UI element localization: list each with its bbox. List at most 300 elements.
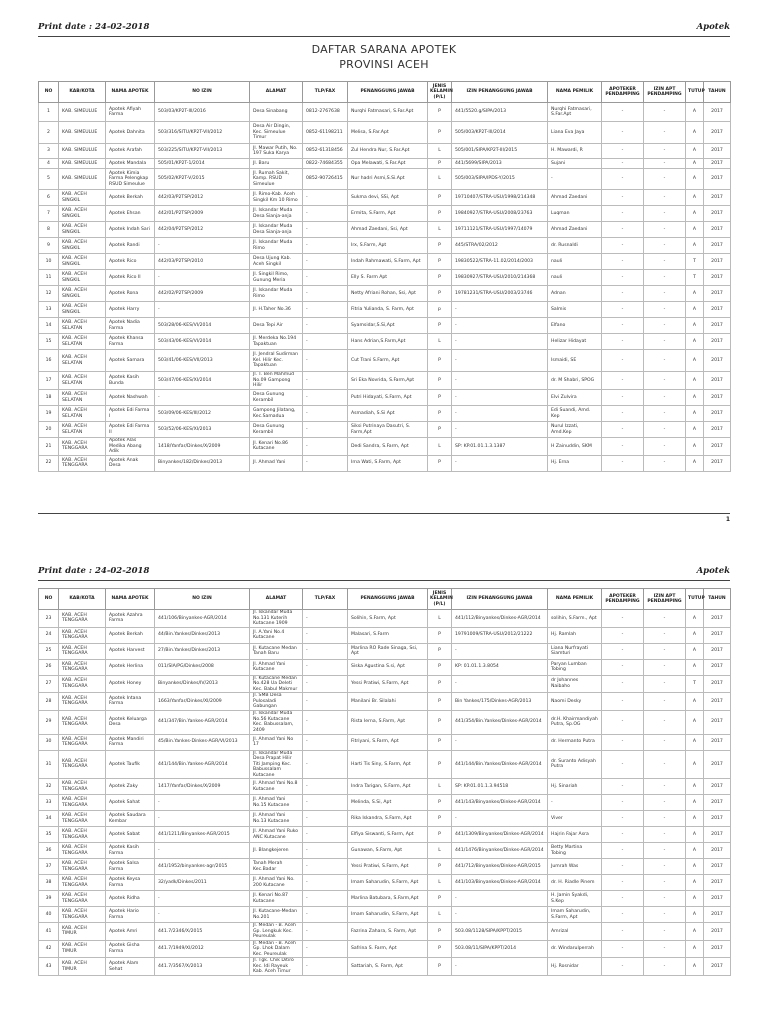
table-cell: 1 xyxy=(39,103,59,122)
table-cell: Apotek Harry xyxy=(106,302,155,318)
table-cell: - xyxy=(644,779,686,795)
table-row xyxy=(39,693,731,711)
document-title: DAFTAR SARANA APOTEK xyxy=(311,43,457,56)
table-cell: 15 xyxy=(39,334,59,350)
table-cell: Jl. Ahmad Yani No.8 Kutacane xyxy=(250,779,303,795)
table-cell: 17 xyxy=(39,372,59,390)
table-cell: Apotek Intana Farma xyxy=(106,693,155,711)
table-cell: 505/003/KP2T-III/2014 xyxy=(452,122,548,144)
table-cell: A xyxy=(686,144,704,159)
table-cell: 12 xyxy=(39,286,59,302)
table-cell: 2017 xyxy=(704,190,731,206)
table-cell: L xyxy=(428,222,452,238)
table-cell: Zul Hendra Nur, S.Far.Apt xyxy=(348,144,428,159)
table-row xyxy=(39,958,731,976)
table-cell: Sri Eka Novrida, S.Farm,Apt xyxy=(348,372,428,390)
table-cell: - xyxy=(303,334,348,350)
table-cell: P xyxy=(428,103,452,122)
table-cell: - xyxy=(548,795,602,811)
table-cell: - xyxy=(644,238,686,254)
table-cell: Amrizal xyxy=(548,923,602,941)
table-cell: 2017 xyxy=(704,254,731,270)
table-cell: - xyxy=(644,795,686,811)
table-cell: 2017 xyxy=(704,811,731,827)
table-cell: - xyxy=(644,169,686,190)
table-cell: KAB. ACEH TENGGARA xyxy=(59,438,106,456)
table-cell: Ahmad Zaedani xyxy=(548,222,602,238)
table-cell: Naomi Desky xyxy=(548,693,602,711)
table-cell: KAB. ACEH SELATAN xyxy=(59,334,106,350)
table-cell: 1417/Yanfar/Dinkes/X/2009 xyxy=(155,779,250,795)
table-cell: - xyxy=(602,693,644,711)
table-cell: - xyxy=(452,422,548,438)
table-cell: - xyxy=(644,958,686,976)
column-header: JENIS KELAMIN (P/L) xyxy=(428,589,452,610)
table-cell: - xyxy=(303,238,348,254)
column-header: TAHUN xyxy=(704,589,731,610)
table-cell: 2017 xyxy=(704,907,731,923)
column-header: TAHUN xyxy=(704,82,731,103)
table-cell: 44/Bin.Yankes/Dinkes/2013 xyxy=(155,627,250,643)
table-cell: - xyxy=(644,206,686,222)
table-cell: - xyxy=(155,302,250,318)
table-cell: A xyxy=(686,103,704,122)
table-cell: Apotek Randi xyxy=(106,238,155,254)
table-row xyxy=(39,627,731,643)
table-cell: Ermita, S.Farm, Apt xyxy=(348,206,428,222)
table-cell: 2017 xyxy=(704,859,731,875)
table-cell: - xyxy=(644,750,686,779)
table-cell: 2017 xyxy=(704,455,731,471)
table-cell: 2017 xyxy=(704,734,731,750)
table-cell: Imam Saharudin, S.Farm, Apt xyxy=(348,907,428,923)
table-cell: Hans Adrian,S.Farm,Apt xyxy=(348,334,428,350)
table-cell: KAB. ACEH TENGGARA xyxy=(59,811,106,827)
table-cell: 19711121/STRA-USU/1997/14079 xyxy=(452,222,548,238)
table-cell: A xyxy=(686,659,704,675)
table-cell: 2017 xyxy=(704,827,731,843)
table-cell: Binyankes/182/Dinkes/2013 xyxy=(155,455,250,471)
table-cell: KAB. ACEH SINGKIL xyxy=(59,238,106,254)
table-cell: Desa Gunung Kerambil xyxy=(250,422,303,438)
table-cell: 441/143/Binyankes/Dinkes-AGR/2014 xyxy=(452,795,548,811)
table-cell: - xyxy=(303,627,348,643)
table-cell: - xyxy=(644,144,686,159)
table-cell: - xyxy=(602,811,644,827)
table-cell: Jl. Mawar Putih, No. 197 Suka Karya xyxy=(250,144,303,159)
table-cell: A xyxy=(686,779,704,795)
table-cell: Apotek Saudara Kembar xyxy=(106,811,155,827)
table-cell: - xyxy=(602,659,644,675)
table-row xyxy=(39,302,731,318)
table-cell: Rika Iskandra, S.Farm, Apt xyxy=(348,811,428,827)
page-gap xyxy=(0,540,768,560)
table-cell: - xyxy=(644,438,686,456)
table-cell: 2017 xyxy=(704,422,731,438)
table-cell: Desa Tepi Air xyxy=(250,318,303,334)
table-cell: 2017 xyxy=(704,779,731,795)
table-cell: Jl. Medan - B. Aceh Gp. Lengkuk Kec. Peureulak xyxy=(250,923,303,941)
table-cell: Jl. Merdeka No.194 Tapaktuan xyxy=(250,334,303,350)
table-cell: P xyxy=(428,923,452,941)
table-cell: A xyxy=(686,206,704,222)
column-header: PENANGGUNG JAWAB xyxy=(348,82,428,103)
table-cell: 16 xyxy=(39,350,59,372)
table-cell: 31 xyxy=(39,750,59,779)
table-cell: - xyxy=(155,907,250,923)
table-cell: Elly S. Farm Apt xyxy=(348,270,428,286)
table-cell: Jl. Ahmad Yani No 17 xyxy=(250,734,303,750)
table-cell: 441.7/3567/X/2013 xyxy=(155,958,250,976)
table-cell: Fitriyani, S.Farm, Apt xyxy=(348,734,428,750)
table-cell: Harti Tis Siny, S.Farm, Apt xyxy=(348,750,428,779)
table-cell: - xyxy=(644,710,686,734)
table-cell: Apotek Mandiri Farma xyxy=(106,734,155,750)
table-cell: A xyxy=(686,286,704,302)
table-cell: KAB. ACEH TIMUR xyxy=(59,940,106,958)
table-cell: 32/yadk/Dinkes/2011 xyxy=(155,875,250,891)
table-cell: A xyxy=(686,372,704,390)
table-row xyxy=(39,710,731,734)
table-cell: 2017 xyxy=(704,750,731,779)
table-cell: Jl. Ahmad Yani Ruko ANC Kutacane xyxy=(250,827,303,843)
table-cell: P xyxy=(428,350,452,372)
table-cell: Marlina Batubara, S.Farm,Apt xyxy=(348,891,428,907)
table-cell: Yessi Pratiwi, S.Farm, Apt xyxy=(348,859,428,875)
table-cell: - xyxy=(644,159,686,169)
table-row xyxy=(39,750,731,779)
apotek-table-page-2 xyxy=(38,588,731,976)
table-cell: KAB. ACEH SELATAN xyxy=(59,350,106,372)
header-brand: Apotek xyxy=(696,566,730,576)
table-cell: Apotek Rona xyxy=(106,286,155,302)
table-row xyxy=(39,643,731,659)
table-cell: - xyxy=(644,318,686,334)
table-cell: KAB. ACEH TENGGARA xyxy=(59,859,106,875)
table-cell: dr. M Shabri, SPOG xyxy=(548,372,602,390)
table-cell: - xyxy=(155,891,250,907)
table-cell: KAB. ACEH TENGGARA xyxy=(59,627,106,643)
table-cell: Apotek Amri xyxy=(106,923,155,941)
table-cell: 011/SIA/PG/Dinkes/2008 xyxy=(155,659,250,675)
table-cell: Irx, S.Farm, Apt xyxy=(348,238,428,254)
table-cell: - xyxy=(644,891,686,907)
column-header: IZIN PENANGGUNG JAWAB xyxy=(452,82,548,103)
table-cell: Jl. Iskandar Muda No.56 Kutacane Kec. Babussalam, 2409 xyxy=(250,710,303,734)
table-cell: A xyxy=(686,859,704,875)
table-cell: - xyxy=(303,958,348,976)
table-cell: 441/144/Bin.Yankes-AGR/2014 xyxy=(155,750,250,779)
table-cell: Jl. Kutacane Medan Tanah Baru xyxy=(250,643,303,659)
table-cell: Jl. Ahmad Yani Kutacane xyxy=(250,659,303,675)
table-cell: SP: KP.01.01.1.3.1387 xyxy=(452,438,548,456)
table-cell: 2017 xyxy=(704,169,731,190)
table-cell: Jl. Tgk. Chik Ditiro Kec. Idi Rayeuk Kab. Aceh Timur xyxy=(250,958,303,976)
table-cell: 24 xyxy=(39,627,59,643)
table-cell: Desa Air Dingin, Kec. Simeulue Timur xyxy=(250,122,303,144)
table-cell: KAB. ACEH TENGGARA xyxy=(59,827,106,843)
table-cell: - xyxy=(602,675,644,693)
table-cell: A xyxy=(686,940,704,958)
table-cell: 441/5699/SIPA/2013 xyxy=(452,159,548,169)
table-cell: Jl. Kutacane Medan No.428 Ua Deleti Kec. Babul Makmur xyxy=(250,675,303,693)
table-cell: 445/STRA/02/2012 xyxy=(452,238,548,254)
table-cell: Ahmad Zaedani xyxy=(548,190,602,206)
table-cell: KAB. ACEH SINGKIL xyxy=(59,206,106,222)
table-cell: Asmadiah, S.Si Apt xyxy=(348,406,428,422)
table-row xyxy=(39,455,731,471)
column-header: APOTEKER PENDAMPING xyxy=(602,589,644,610)
table-cell: Jl. Kutacane-Medan No.201 xyxy=(250,907,303,923)
table-cell: A xyxy=(686,190,704,206)
table-cell: Opa Melawati, S.Far.Apt xyxy=(348,159,428,169)
table-cell: 2017 xyxy=(704,318,731,334)
table-cell: 505/02/KP2T-V/2015 xyxy=(155,169,250,190)
table-cell: Elvi Zulvira xyxy=(548,390,602,406)
table-cell: P xyxy=(428,455,452,471)
table-cell: P xyxy=(428,190,452,206)
table-cell: 441/1476/Binyankes/Dinkes-AGR/2014 xyxy=(452,843,548,859)
table-cell: KAB. ACEH TENGGARA xyxy=(59,675,106,693)
table-cell: p xyxy=(428,302,452,318)
table-cell: - xyxy=(303,302,348,318)
table-cell: - xyxy=(644,103,686,122)
table-cell: 19781231/STRA-USU/2003/23746 xyxy=(452,286,548,302)
table-cell: - xyxy=(644,627,686,643)
table-cell: - xyxy=(452,811,548,827)
table-cell: - xyxy=(644,455,686,471)
table-cell: 8 xyxy=(39,222,59,238)
table-cell: KAB. ACEH TENGGARA xyxy=(59,643,106,659)
table-cell: - xyxy=(644,693,686,711)
table-cell: Apotek Edi Farma I xyxy=(106,406,155,422)
table-cell: 19840927/STRA-USU/2008/23763 xyxy=(452,206,548,222)
table-cell: Jl. SMB Desa Pulosaladi Gabungan xyxy=(250,693,303,711)
table-cell: - xyxy=(602,734,644,750)
table-cell: 35 xyxy=(39,827,59,843)
table-cell: - xyxy=(303,940,348,958)
column-header: IZIN APT PENDAMPING xyxy=(644,589,686,610)
table-cell: 2017 xyxy=(704,286,731,302)
table-cell: L xyxy=(428,875,452,891)
table-cell: 503/43/06-KES/VI/2014 xyxy=(155,334,250,350)
table-row xyxy=(39,859,731,875)
print-date: Print date : 24-02-2018 xyxy=(38,566,150,576)
table-cell: Apotek Nadia Farma xyxy=(106,318,155,334)
table-cell: Paryan Lumban Tobing xyxy=(548,659,602,675)
table-cell: P xyxy=(428,859,452,875)
table-cell: Apotek Rico xyxy=(106,254,155,270)
table-cell: 0852-61198211 xyxy=(303,122,348,144)
table-cell: 19791009/STRA-USU/2012/21222 xyxy=(452,627,548,643)
table-cell: - xyxy=(303,350,348,372)
table-cell: 18 xyxy=(39,390,59,406)
table-cell: P xyxy=(428,827,452,843)
table-cell: - xyxy=(303,390,348,406)
table-cell: - xyxy=(452,907,548,923)
table-cell: 2017 xyxy=(704,693,731,711)
table-cell: Marlina RO Rade Sinaga, Ssi, Apt xyxy=(348,643,428,659)
table-cell: - xyxy=(644,390,686,406)
table-cell: 2017 xyxy=(704,222,731,238)
table-cell: dr.H. Khairmandiyah Putra, Sp.OG xyxy=(548,710,602,734)
table-cell: Apotek Kimia Farma Pelengkap RSUD Simeulue xyxy=(106,169,155,190)
table-cell: Nurqhi Fatmasari, S.Far.Apt xyxy=(548,103,602,122)
table-cell: Jl. Medan - B. Aceh Gp. Lhok Dalam Kec. Peureulak xyxy=(250,940,303,958)
table-cell: KAB. SIMEULUE xyxy=(59,159,106,169)
table-cell: L xyxy=(428,843,452,859)
table-row xyxy=(39,843,731,859)
table-cell: 29 xyxy=(39,710,59,734)
table-cell: - xyxy=(452,406,548,422)
table-cell: - xyxy=(644,302,686,318)
table-cell: Fitria Yulianda, S. Farm, Apt xyxy=(348,302,428,318)
table-cell: 2017 xyxy=(704,350,731,372)
table-cell: Apotek Hario Farma xyxy=(106,907,155,923)
table-cell: - xyxy=(644,675,686,693)
table-cell: KP: 01.01.1.3.8054 xyxy=(452,659,548,675)
table-cell: A xyxy=(686,302,704,318)
table-cell: 2017 xyxy=(704,390,731,406)
table-cell: P xyxy=(428,891,452,907)
table-cell: A xyxy=(686,169,704,190)
column-header: TUTUP xyxy=(686,589,704,610)
table-cell: - xyxy=(602,795,644,811)
table-cell: Apotek Rico II xyxy=(106,270,155,286)
table-cell: - xyxy=(602,843,644,859)
table-cell: KAB. ACEH TENGGARA xyxy=(59,710,106,734)
table-cell: - xyxy=(303,318,348,334)
table-cell: 42 xyxy=(39,940,59,958)
table-row xyxy=(39,891,731,907)
table-cell: KAB. ACEH TENGGARA xyxy=(59,875,106,891)
table-cell: P xyxy=(428,659,452,675)
table-cell: Edi Suandi, Amd. Kep xyxy=(548,406,602,422)
table-cell: Apotek Herlina xyxy=(106,659,155,675)
table-cell: Salmis xyxy=(548,302,602,318)
table-row xyxy=(39,372,731,390)
table-cell: L xyxy=(428,438,452,456)
table-cell: - xyxy=(155,390,250,406)
table-cell: Adnan xyxy=(548,286,602,302)
table-cell: Putri Hidayati, S.Farm, Apt xyxy=(348,390,428,406)
table-cell: KAB. ACEH SELATAN xyxy=(59,318,106,334)
table-cell: - xyxy=(452,302,548,318)
table-cell: A xyxy=(686,334,704,350)
table-cell: 1663/Yanfar/Dinkes/XI/2009 xyxy=(155,693,250,711)
column-header: NO xyxy=(39,589,59,610)
table-cell: 441/354/Bin.Yankes/Dinkes-AGR/2014 xyxy=(452,710,548,734)
table-cell: 505/003/SIPA/IPDS-Y/2015 xyxy=(452,169,548,190)
table-cell: L xyxy=(428,334,452,350)
column-header: KAB/KOTA xyxy=(59,589,106,610)
table-cell: P xyxy=(428,643,452,659)
table-cell: Imam Saharudin, S.Farm, Apt xyxy=(548,907,602,923)
table-cell: 22 xyxy=(39,455,59,471)
table-cell: 10 xyxy=(39,254,59,270)
table-cell: KAB. ACEH TENGGARA xyxy=(59,750,106,779)
table-cell: - xyxy=(602,438,644,456)
table-cell: 2017 xyxy=(704,710,731,734)
table-cell: - xyxy=(303,643,348,659)
table-cell: - xyxy=(602,710,644,734)
column-header: PENANGGUNG JAWAB xyxy=(348,589,428,610)
table-cell: Apotek Nashwah xyxy=(106,390,155,406)
table-cell: P xyxy=(428,675,452,693)
table-cell: Apotek Indah Sari xyxy=(106,222,155,238)
table-cell: P xyxy=(428,958,452,976)
page-number: 1 xyxy=(38,513,730,523)
table-cell: P xyxy=(428,795,452,811)
table-cell: 442/02/P2TSP/2009 xyxy=(155,286,250,302)
table-cell: - xyxy=(155,270,250,286)
table-cell: KAB. SIMEULUE xyxy=(59,169,106,190)
table-cell: - xyxy=(303,811,348,827)
table-cell: Apotek Edi Farma II xyxy=(106,422,155,438)
table-cell: - xyxy=(303,286,348,302)
table-cell: 14 xyxy=(39,318,59,334)
table-cell: 441.7/1949/XI/2012 xyxy=(155,940,250,958)
column-header: JENIS KELAMIN (P/L) xyxy=(428,82,452,103)
table-cell: P xyxy=(428,372,452,390)
table-cell: - xyxy=(644,122,686,144)
table-row xyxy=(39,254,731,270)
table-cell: - xyxy=(602,159,644,169)
table-cell: Apotek Ehsan xyxy=(106,206,155,222)
table-cell: P xyxy=(428,390,452,406)
table-cell: - xyxy=(602,169,644,190)
table-cell: 2017 xyxy=(704,610,731,628)
table-cell: 2017 xyxy=(704,923,731,941)
table-cell: 9 xyxy=(39,238,59,254)
table-cell: - xyxy=(602,940,644,958)
table-cell: A xyxy=(686,318,704,334)
table-cell: P xyxy=(428,159,452,169)
table-cell: 2017 xyxy=(704,159,731,169)
table-cell: - xyxy=(644,659,686,675)
table-cell: - xyxy=(602,286,644,302)
table-cell: Indah Rahmawati, S.Farm, Apt xyxy=(348,254,428,270)
table-cell: 41 xyxy=(39,923,59,941)
table-cell: Jl. Kenari No.86 Kutacane xyxy=(250,438,303,456)
table-cell: - xyxy=(602,643,644,659)
table-cell: - xyxy=(602,859,644,875)
table-cell: P xyxy=(428,122,452,144)
table-cell: A xyxy=(686,811,704,827)
table-cell: KAB. ACEH SELATAN xyxy=(59,422,106,438)
table-cell: Sujani xyxy=(548,159,602,169)
table-cell: 503/41/06-KES/VII/2013 xyxy=(155,350,250,372)
table-cell: dr. Suranto Adisyah Putra xyxy=(548,750,602,779)
table-cell: P xyxy=(428,734,452,750)
table-cell: P xyxy=(428,940,452,958)
table-cell: - xyxy=(452,334,548,350)
table-cell: - xyxy=(303,254,348,270)
table-cell: Apotek Keluarga Desa xyxy=(106,710,155,734)
table-cell: 2 xyxy=(39,122,59,144)
table-cell: P xyxy=(428,406,452,422)
table-cell: Jl. Rimo-Kab. Aceh Singkil Km 10 Rimo xyxy=(250,190,303,206)
table-cell: 442/03/P2TSP/2010 xyxy=(155,254,250,270)
table-cell: P xyxy=(428,422,452,438)
table-cell: 5 xyxy=(39,169,59,190)
column-header: TLP/FAX xyxy=(303,589,348,610)
table-cell: Desa Sinabang xyxy=(250,103,303,122)
table-cell: 503/47/06-KES/XI/2014 xyxy=(155,372,250,390)
table-cell: 2017 xyxy=(704,627,731,643)
table-cell: 3 xyxy=(39,144,59,159)
table-cell: 441/112/Binyankes/Dinkes-AGR/2014 xyxy=(452,610,548,628)
